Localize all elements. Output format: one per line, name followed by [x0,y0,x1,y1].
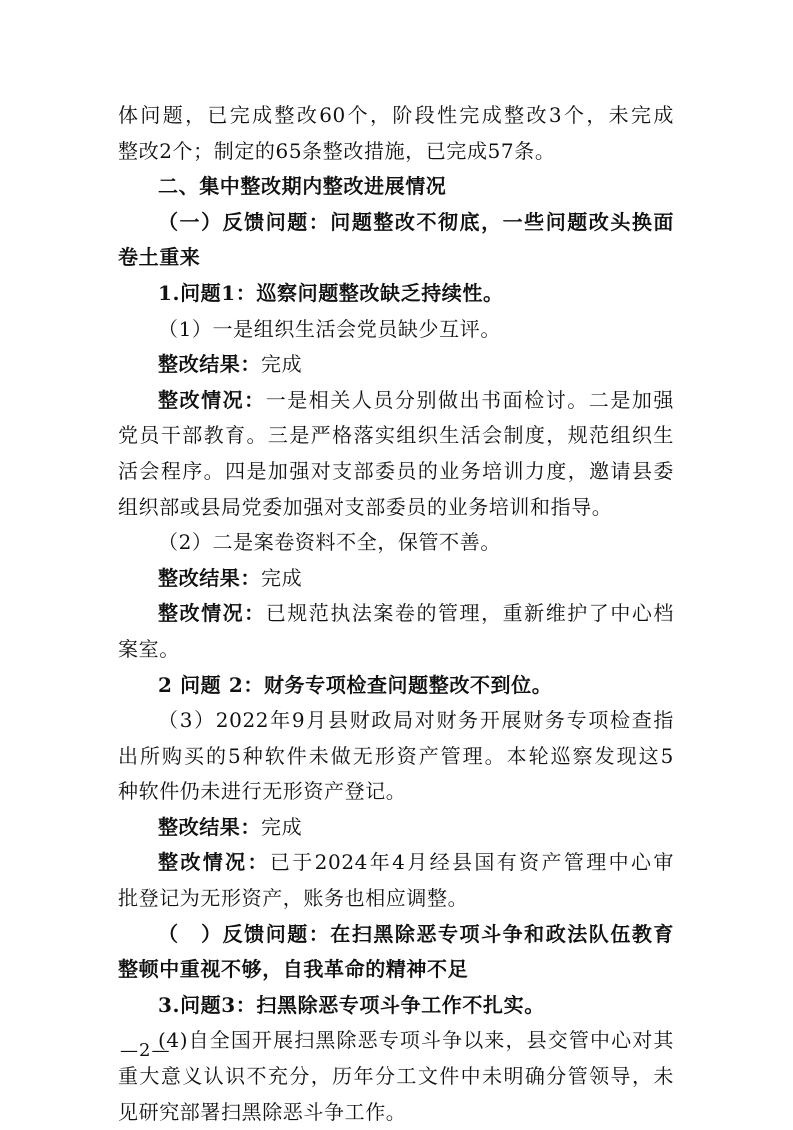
detail-label: 整改情况： [158,850,270,875]
result-value: 完成 [261,814,303,839]
rectification-detail [118,845,674,881]
detail-text: 一是相关人员分别做出书面检讨。二是加强 [265,387,675,412]
paragraph-line: 批登记为无形资产，账务也相应调整。 [118,886,469,911]
subsection-heading: （ ）反馈问题：在扫黑除恶专项斗争和政法队伍教育 [158,921,674,946]
paragraph-line: 种软件仍未进行无形资产登记。 [118,779,407,804]
problem-heading: 3.问题3：扫黑除恶专项斗争工作不扎实。 [158,992,545,1017]
document-body [118,98,674,1130]
paragraph-line: 党员干部教育。三是严格落实组织生活会制度，规范组织生 [118,423,674,448]
paragraph-line: 重大意义认识不充分，历年分工文件中未明确分管领导，未 [118,1064,674,1089]
rectification-detail [118,383,674,419]
paragraph-line: 案室。 [118,636,180,661]
result-label: 整改结果： [158,352,261,377]
paragraph-line: （2）二是案卷资料不全，保管不善。 [158,530,501,555]
paragraph-line: （1）一是组织生活会党员缺少互评。 [158,316,501,341]
section-heading: 二、集中整改期内整改进展情况 [158,174,447,199]
paragraph-line: (4)自全国开展扫黑除恶专项斗争以来，县交管中心对其 [158,1028,674,1053]
paragraph-line: 整改2个；制定的65条整改措施，已完成57条。 [118,138,556,163]
paragraph-line: 体问题，已完成整改60个，阶段性完成整改3个，未完成 [118,103,674,127]
page-number: —2— [120,1040,171,1061]
detail-label: 整改情况： [158,387,266,412]
subsection-heading: （一）反馈问题：问题整改不彻底，一些问题改头换面 [158,209,674,234]
detail-label: 整改情况： [158,601,266,626]
rectification-result [118,810,674,846]
detail-text: 已于2024年4月经县国有资产管理中心审 [269,850,675,875]
result-value: 完成 [261,565,303,590]
paragraph-line: （3）2022年9月县财政局对财务开展财务专项检查指 [158,708,674,733]
paragraph-line: 见研究部署扫黑除恶斗争工作。 [118,1099,407,1124]
rectification-result [118,347,674,383]
detail-text: 已规范执法案卷的管理，重新维护了中心档 [265,601,675,626]
subsection-heading: 整顿中重视不够，自我革命的精神不足 [118,957,469,982]
subsection-heading: 卷土重来 [118,245,201,270]
result-value: 完成 [261,352,303,377]
paragraph-line: 组织部或县局党委加强对支部委员的业务培训和指导。 [118,494,613,519]
result-label: 整改结果： [158,565,261,590]
result-label: 整改结果： [158,814,261,839]
rectification-result [118,561,674,597]
problem-heading: 2 问题 2：财务专项检查问题整改不到位。 [158,672,553,697]
paragraph-line: 出所购买的5种软件未做无形资产管理。本轮巡察发现这5 [118,743,674,768]
rectification-detail [118,596,674,632]
problem-heading: 1.问题1：巡察问题整改缺乏持续性。 [158,280,504,305]
paragraph-line: 活会程序。四是加强对支部委员的业务培训力度，邀请县委 [118,458,674,483]
